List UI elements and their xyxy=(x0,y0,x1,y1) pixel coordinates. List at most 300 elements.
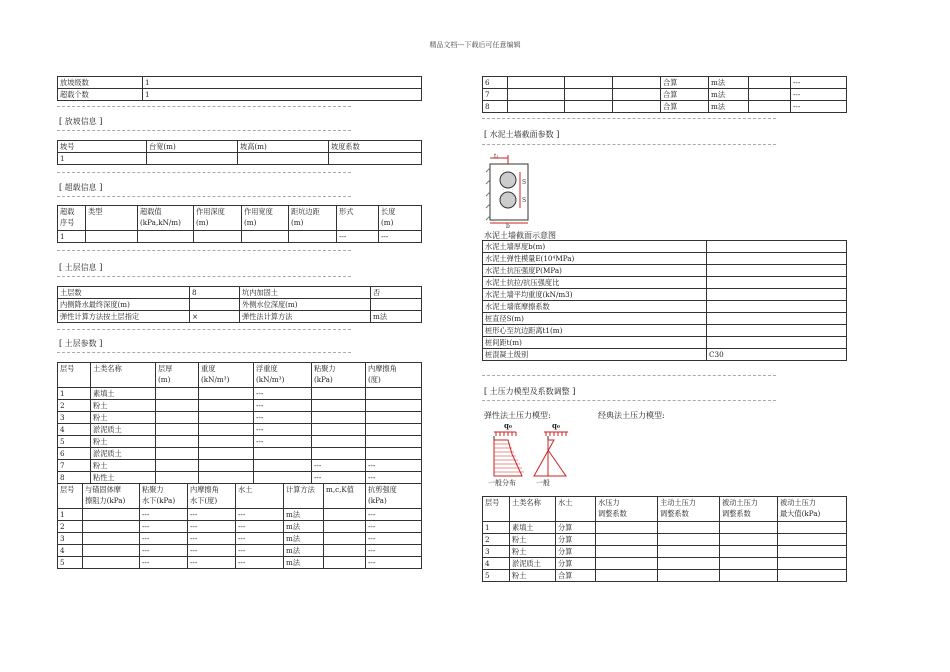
soil-params-table-2 xyxy=(57,483,422,569)
table-cell xyxy=(778,570,847,582)
column-header-line1: 长度 xyxy=(381,207,396,216)
table-cell: 粉土 xyxy=(91,412,156,424)
column-header xyxy=(194,206,242,231)
table-row xyxy=(483,301,847,313)
table-cell: 水泥土弹性模量E(10⁴MPa) xyxy=(483,253,707,265)
slope-table xyxy=(57,140,422,165)
table-cell xyxy=(707,301,847,313)
table-cell xyxy=(720,546,778,558)
table-cell xyxy=(312,412,366,424)
column-header: 坡度系数 xyxy=(329,141,422,153)
column-header-line2: (kN/m³) xyxy=(201,375,230,384)
column-header xyxy=(58,484,83,509)
table-cell: 放坡级数 xyxy=(58,77,143,89)
earth-pressure-section-title: [ 土压力模型及系数调整 ] xyxy=(484,387,576,396)
table-cell xyxy=(324,521,366,533)
column-header xyxy=(510,497,556,522)
table-cell xyxy=(312,388,366,400)
table-cell xyxy=(707,289,847,301)
column-header-line1: 重度 xyxy=(201,364,216,373)
column-header xyxy=(188,484,236,509)
table-cell: --- xyxy=(188,545,236,557)
table-cell xyxy=(199,424,254,436)
table-cell: 7 xyxy=(483,89,508,101)
table-cell xyxy=(707,253,847,265)
table-cell xyxy=(86,231,138,243)
classic-model-label: 经典法土压力模型: xyxy=(598,411,665,420)
table-cell: 淤泥质土 xyxy=(91,424,156,436)
table-row xyxy=(483,534,847,546)
column-header-line1: m,c,K值 xyxy=(326,485,354,494)
table-cell: 水泥土墙底摩擦系数 xyxy=(483,301,707,313)
table-cell: 5 xyxy=(58,557,83,569)
column-header xyxy=(379,206,422,231)
table-cell: 1 xyxy=(143,89,422,101)
column-header xyxy=(366,363,422,388)
table-cell: --- xyxy=(254,400,312,412)
earth-pressure-table xyxy=(482,496,847,582)
table-cell: --- xyxy=(366,509,422,521)
table-cell xyxy=(749,101,791,113)
table-cell xyxy=(199,472,254,484)
table-cell: 粉土 xyxy=(510,546,556,558)
table-cell: 8 xyxy=(483,101,508,113)
table-cell xyxy=(289,231,337,243)
table-cell: 6 xyxy=(58,448,91,460)
table-cell xyxy=(720,558,778,570)
table-row xyxy=(483,265,847,277)
column-header-line2: 调整系数 xyxy=(722,509,751,518)
table-cell xyxy=(707,313,847,325)
table-cell: --- xyxy=(366,557,422,569)
table-cell: C30 xyxy=(707,349,847,361)
table-cell xyxy=(254,460,312,472)
column-header-line2: (kPa) xyxy=(314,375,333,384)
table-cell: 水泥土抗拉/抗压强度比 xyxy=(483,277,707,289)
soil-info-table-wrap xyxy=(57,286,422,323)
table-cell xyxy=(508,101,565,113)
table-cell: --- xyxy=(188,521,236,533)
page-header: 精品文档---下载后可任意编辑 xyxy=(429,41,521,49)
table-cell: m法 xyxy=(284,533,324,545)
column-header-line1: 被动土压力 xyxy=(780,498,816,507)
column-header-line1: 形式 xyxy=(339,207,354,216)
table-cell: --- xyxy=(379,231,422,243)
table-cell xyxy=(596,558,658,570)
column-header-line1: 抗剪强度 xyxy=(368,485,397,494)
table-cell xyxy=(156,424,199,436)
table-row xyxy=(58,231,422,243)
table-cell: --- xyxy=(188,557,236,569)
table-cell xyxy=(312,424,366,436)
table-cell: 4 xyxy=(58,424,91,436)
cement-section-title: [ 水泥土墙截面参数 ] xyxy=(484,130,560,139)
table-row xyxy=(483,349,847,361)
table-cell: 水泥土抗压强度P(MPa) xyxy=(483,265,707,277)
table-row xyxy=(58,545,422,557)
table-cell: 分算 xyxy=(556,546,596,558)
table-cell xyxy=(778,546,847,558)
table-cell xyxy=(658,522,720,534)
table-cell: 内侧降水最终深度(m) xyxy=(58,299,190,311)
table-cell: 2 xyxy=(483,534,510,546)
table-cell xyxy=(324,557,366,569)
table-cell xyxy=(156,436,199,448)
table-cell: m法 xyxy=(284,509,324,521)
table-cell: 粉土 xyxy=(91,436,156,448)
column-header xyxy=(140,484,188,509)
column-header-line2: (kPa) xyxy=(368,496,387,505)
table-cell xyxy=(596,546,658,558)
table-cell xyxy=(147,153,238,165)
table-cell: --- xyxy=(366,472,422,484)
table-cell xyxy=(565,77,613,89)
table-cell: m法 xyxy=(371,311,422,323)
table-cell xyxy=(778,534,847,546)
table-cell xyxy=(199,400,254,412)
table-cell: 1 xyxy=(58,509,83,521)
column-header-line1: 与锚固体摩 xyxy=(85,485,121,494)
table-cell: --- xyxy=(254,424,312,436)
column-header-line2 xyxy=(512,508,553,519)
table-cell xyxy=(707,337,847,349)
column-header-line1: 作用深度 xyxy=(196,207,225,216)
table-cell: --- xyxy=(366,521,422,533)
soil-params-section-title: [ 土层参数 ] xyxy=(59,339,103,348)
surcharge-section-title: [ 超载信息 ] xyxy=(59,183,103,192)
table-row xyxy=(58,412,422,424)
table-cell: --- xyxy=(312,472,366,484)
table-cell xyxy=(242,231,289,243)
table-cell xyxy=(720,570,778,582)
table-cell xyxy=(749,77,791,89)
column-header-line1: 浮重度 xyxy=(256,364,278,373)
column-header-line1: 层厚 xyxy=(158,364,173,373)
column-header-line2: 擦阻力(kPa) xyxy=(85,496,126,505)
table-cell xyxy=(707,325,847,337)
table-cell xyxy=(199,436,254,448)
table-cell: --- xyxy=(337,231,379,243)
table-cell xyxy=(366,424,422,436)
table-cell: 粉土 xyxy=(510,570,556,582)
model2-caption: 一般 xyxy=(536,479,550,486)
table-cell: --- xyxy=(140,509,188,521)
table-row xyxy=(58,424,422,436)
column-header-line1: 计算方法 xyxy=(286,485,315,494)
table-cell: 素填土 xyxy=(510,522,556,534)
slope-table-wrap xyxy=(57,140,422,165)
column-header-line1: 层号 xyxy=(60,364,75,373)
b-label: b xyxy=(506,223,510,228)
table-cell: --- xyxy=(140,521,188,533)
column-header-line2 xyxy=(88,217,135,228)
table-cell: m法 xyxy=(284,545,324,557)
column-header xyxy=(86,206,138,231)
table-cell: × xyxy=(190,311,240,323)
table-cell xyxy=(312,436,366,448)
table-cell: --- xyxy=(188,509,236,521)
table-cell: 分算 xyxy=(556,534,596,546)
table-cell xyxy=(324,533,366,545)
table-cell xyxy=(329,153,422,165)
column-header xyxy=(91,363,156,388)
table-cell: 5 xyxy=(483,570,510,582)
column-header xyxy=(778,497,847,522)
table-cell: 6 xyxy=(483,77,508,89)
table-cell: 粉土 xyxy=(91,460,156,472)
column-header xyxy=(284,484,324,509)
table-cell xyxy=(199,460,254,472)
table-cell xyxy=(324,509,366,521)
table-cell xyxy=(83,509,140,521)
table-row xyxy=(58,521,422,533)
column-header xyxy=(58,206,86,231)
table-cell xyxy=(596,570,658,582)
pressure-model-diagrams xyxy=(484,420,574,486)
table-cell xyxy=(199,448,254,460)
table-cell xyxy=(366,412,422,424)
table-cell xyxy=(720,522,778,534)
column-header xyxy=(254,363,312,388)
right-top-table-wrap xyxy=(482,76,847,113)
table-row xyxy=(58,557,422,569)
table-row xyxy=(58,153,422,165)
column-header-line2: 调整系数 xyxy=(598,509,627,518)
table-cell xyxy=(366,388,422,400)
table-cell: --- xyxy=(140,557,188,569)
table-cell xyxy=(190,299,240,311)
column-header-line2: 水下(度) xyxy=(190,496,218,505)
table-row xyxy=(483,241,847,253)
column-header-line1: 粘聚力 xyxy=(142,485,164,494)
column-header-line1: 类型 xyxy=(88,207,103,216)
table-cell xyxy=(83,545,140,557)
table-cell xyxy=(707,277,847,289)
table-row xyxy=(58,472,422,484)
table-cell xyxy=(707,241,847,253)
table-cell xyxy=(658,570,720,582)
table-row xyxy=(483,522,847,534)
table-cell: m法 xyxy=(284,521,324,533)
table-cell: 水泥土墙平均重度(kN/m3) xyxy=(483,289,707,301)
table-cell xyxy=(324,545,366,557)
table-row xyxy=(58,287,422,299)
column-header xyxy=(720,497,778,522)
table-cell: --- xyxy=(366,545,422,557)
column-header-line1: 粘聚力 xyxy=(314,364,336,373)
table-cell: 合算 xyxy=(556,570,596,582)
table-cell xyxy=(254,448,312,460)
table-cell xyxy=(312,400,366,412)
table-cell: 桩直径S(m) xyxy=(483,313,707,325)
table-cell xyxy=(778,558,847,570)
table-cell: --- xyxy=(188,533,236,545)
table-row xyxy=(58,77,422,89)
table-row xyxy=(483,89,847,101)
table-cell: 分算 xyxy=(556,558,596,570)
table-row xyxy=(58,299,422,311)
table-cell: --- xyxy=(236,533,284,545)
table-cell xyxy=(565,89,613,101)
slope-section-title: [ 放坡信息 ] xyxy=(59,117,103,126)
table-cell xyxy=(565,101,613,113)
table-cell: 淤泥质土 xyxy=(510,558,556,570)
table-cell xyxy=(366,400,422,412)
column-header-line1: 水土 xyxy=(238,485,253,494)
column-header-line1: 距坑边距 xyxy=(291,207,320,216)
earth-pressure-table-wrap xyxy=(482,496,847,582)
table-cell: 3 xyxy=(483,546,510,558)
table-cell xyxy=(199,388,254,400)
column-header: 坡高(m) xyxy=(238,141,329,153)
cement-diagram-caption: 水泥土墙截面示意图 xyxy=(484,231,556,240)
column-header-line1: 超载值 xyxy=(140,207,162,216)
table-cell xyxy=(238,153,329,165)
table-cell: 桩混凝土级别 xyxy=(483,349,707,361)
table-row xyxy=(483,253,847,265)
column-header xyxy=(556,497,596,522)
table-cell: 坑内加固土 xyxy=(240,287,371,299)
column-header xyxy=(596,497,658,522)
table-cell: 粘性土 xyxy=(91,472,156,484)
column-header-line2: (m) xyxy=(381,218,394,227)
table-cell: m法 xyxy=(709,77,749,89)
table-cell xyxy=(658,534,720,546)
column-header-line1: 内摩擦角 xyxy=(368,364,397,373)
table-row xyxy=(58,89,422,101)
table-row xyxy=(483,558,847,570)
table-cell xyxy=(83,521,140,533)
table-cell: 2 xyxy=(58,400,91,412)
table-row xyxy=(58,460,422,472)
table-cell: --- xyxy=(791,101,847,113)
column-header-line2 xyxy=(60,374,88,385)
table-cell xyxy=(508,89,565,101)
table-cell: 弹性法计算方法 xyxy=(240,311,371,323)
table-cell: 合算 xyxy=(661,89,709,101)
table-cell: 素填土 xyxy=(91,388,156,400)
column-header xyxy=(236,484,284,509)
table-cell xyxy=(138,231,194,243)
column-header xyxy=(324,484,366,509)
cement-table-wrap xyxy=(482,240,847,361)
column-header-line1: 被动土压力 xyxy=(722,498,758,507)
general-table-wrap xyxy=(57,76,422,101)
table-cell: --- xyxy=(791,89,847,101)
column-header-line1: 超载 xyxy=(60,207,75,216)
table-cell xyxy=(658,558,720,570)
table-cell: --- xyxy=(791,77,847,89)
column-header-line2: 序号 xyxy=(60,218,75,227)
table-cell: 分算 xyxy=(556,522,596,534)
table-cell: --- xyxy=(254,436,312,448)
column-header-line2 xyxy=(485,508,507,519)
table-cell: 1 xyxy=(58,153,147,165)
table-row xyxy=(483,101,847,113)
table-cell: 1 xyxy=(483,522,510,534)
column-header-line2: (m) xyxy=(196,218,209,227)
table-cell: 1 xyxy=(58,231,86,243)
table-cell xyxy=(596,522,658,534)
table-cell: m法 xyxy=(709,89,749,101)
column-header-line2: (m) xyxy=(158,375,171,384)
table-cell: --- xyxy=(254,388,312,400)
column-header xyxy=(312,363,366,388)
table-cell: 桩形心至坑边距离t1(m) xyxy=(483,325,707,337)
column-header-line2 xyxy=(60,495,80,506)
table-cell xyxy=(83,557,140,569)
table-cell: --- xyxy=(312,460,366,472)
table-row xyxy=(58,400,422,412)
column-header-line2 xyxy=(286,495,321,506)
table-cell: 淤泥质土 xyxy=(91,448,156,460)
soil-params-table-wrap xyxy=(57,362,422,569)
column-header xyxy=(242,206,289,231)
table-cell: 3 xyxy=(58,533,83,545)
column-header xyxy=(138,206,194,231)
right-top-table xyxy=(482,76,847,113)
column-header-line2: (度) xyxy=(368,375,381,384)
column-header xyxy=(199,363,254,388)
table-cell: 1 xyxy=(143,77,422,89)
table-cell: --- xyxy=(236,557,284,569)
column-header xyxy=(289,206,337,231)
column-header-line2: 调整系数 xyxy=(660,509,689,518)
column-header xyxy=(337,206,379,231)
table-cell: --- xyxy=(366,533,422,545)
elastic-model-label: 弹性法土压力模型: xyxy=(484,411,551,420)
column-header-line1: 作用宽度 xyxy=(244,207,273,216)
table-cell xyxy=(508,77,565,89)
table-cell: 7 xyxy=(58,460,91,472)
table-cell: 1 xyxy=(58,388,91,400)
column-header: 台宽(m) xyxy=(147,141,238,153)
table-cell: --- xyxy=(236,521,284,533)
table-cell: 水泥土墙厚度b(m) xyxy=(483,241,707,253)
table-cell xyxy=(156,400,199,412)
table-cell xyxy=(156,460,199,472)
cement-table xyxy=(482,240,847,361)
general-table xyxy=(57,76,422,101)
table-cell: 5 xyxy=(58,436,91,448)
column-header xyxy=(483,497,510,522)
table-row xyxy=(483,546,847,558)
column-header-line2: (kPa,kN/m) xyxy=(140,218,181,227)
t1-label: t₁ xyxy=(494,153,499,160)
column-header-line2: (kN/m³) xyxy=(256,375,285,384)
table-cell: 土层数 xyxy=(58,287,190,299)
table-cell: 粉土 xyxy=(91,400,156,412)
table-cell: 桩间距t(m) xyxy=(483,337,707,349)
table-cell xyxy=(720,534,778,546)
table-cell: 外侧水位深度(m) xyxy=(240,299,371,311)
table-cell xyxy=(658,546,720,558)
column-header-line1: 层号 xyxy=(485,498,500,507)
column-header-line2 xyxy=(326,495,363,506)
table-row xyxy=(483,337,847,349)
table-cell: m法 xyxy=(709,101,749,113)
table-cell: --- xyxy=(236,509,284,521)
table-cell xyxy=(778,522,847,534)
column-header: 坡号 xyxy=(58,141,147,153)
table-cell xyxy=(371,299,422,311)
table-cell: 4 xyxy=(58,545,83,557)
q0-label-1: q₀ xyxy=(504,421,512,430)
table-cell xyxy=(596,534,658,546)
column-header-line2: 最大值(kPa) xyxy=(780,509,821,518)
table-cell xyxy=(156,388,199,400)
table-row xyxy=(58,436,422,448)
